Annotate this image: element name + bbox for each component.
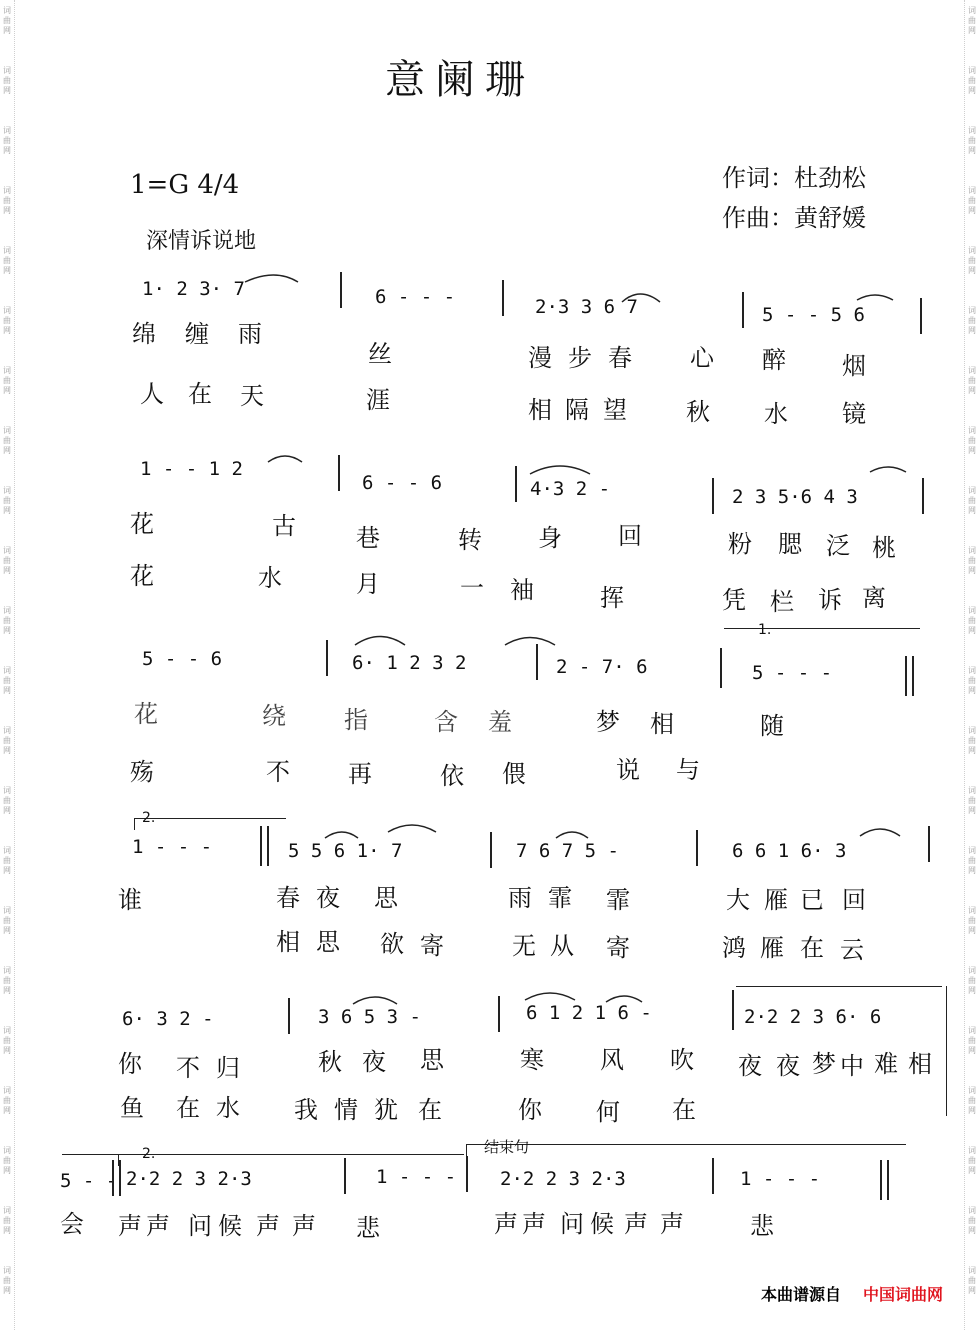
measure-13: 1 - - - [132,836,213,858]
lyric: 大 [726,886,750,914]
lyric: 心 [690,344,714,372]
barline [338,455,340,491]
lyric: 雁 [760,934,784,962]
lyric: 春 [276,884,300,912]
watermark-text: 词 曲 网 [968,486,976,515]
barline [920,298,922,334]
watermark-text: 词 曲 网 [968,906,976,935]
barline [344,1158,346,1194]
measure-18: 3 6 5 3 - [318,1006,421,1028]
lyric: 桃 [872,534,896,562]
measure-7: 4·3 2 - [530,478,611,500]
barline [732,990,734,1030]
lyric: 凭 [722,586,746,614]
lyric: 欲 [380,930,404,958]
measure-12: 5 - - - [752,662,833,684]
composer-credit: 作曲：黄舒媛 [722,204,866,232]
watermark-text: 词 曲 网 [3,486,11,515]
measure-20: 2·2 2 3 6· 6 [744,1006,882,1028]
lyric: 霏 [606,886,630,914]
watermark-text: 词 曲 网 [3,846,11,875]
lyric: 不 [176,1054,200,1082]
watermark-text: 词 曲 网 [968,1266,976,1295]
barline [720,648,722,688]
measure-19: 6 1 2 1 6 - [526,1002,652,1024]
lyric: 人 [140,380,164,408]
lyric: 转 [458,526,482,554]
ending-label: 结束句 [484,1138,530,1156]
lyric: 再 [348,760,372,788]
lyric: 我 [294,1096,318,1124]
lyric: 声 [256,1212,280,1240]
footer-site-link[interactable]: 中国词曲网 [862,1285,943,1304]
lyric: 烟 [842,352,866,380]
lyric: 悲 [356,1214,380,1242]
watermark-text: 词 曲 网 [3,726,11,755]
measure-24: 2·2 2 3 2·3 [500,1168,626,1190]
lyric: 声 [522,1210,546,1238]
lyric: 羞 [488,708,512,736]
source-footer [761,1282,943,1305]
measure-8: 2 3 5·6 4 3 [732,486,858,508]
lyric: 情 [334,1096,358,1124]
watermark-text: 词 曲 网 [968,246,976,275]
lyric: 风 [600,1046,624,1074]
watermark-text: 词 曲 网 [3,966,11,995]
watermark-text: 词 曲 网 [968,666,976,695]
watermark-text: 词 曲 网 [3,666,11,695]
watermark-text: 词 曲 网 [3,1026,11,1055]
lyric: 春 [608,344,632,372]
lyric: 思 [374,884,398,912]
lyric: 偎 [502,760,526,788]
watermark-text: 词 曲 网 [968,1086,976,1115]
measure-2: 6 - - - [375,286,456,308]
lyric: 水 [764,400,788,428]
lyric: 秋 [686,398,710,426]
lyric: 鱼 [120,1094,144,1122]
lyric: 与 [676,756,700,784]
lyric: 不 [266,758,290,786]
lyric: 吹 [670,1046,694,1074]
barline [712,1158,714,1194]
lyric: 在 [176,1094,200,1122]
lyric: 云 [840,936,864,964]
measure-5: 1 - - 1 2 [140,458,243,480]
lyric: 依 [440,762,464,790]
lyric: 离 [862,584,886,612]
lyric: 会 [60,1210,84,1238]
lyric: 何 [596,1098,620,1126]
measure-16: 6 6 1 6· 3 [732,840,847,862]
lyric: 声 [624,1210,648,1238]
lyric: 声 [292,1212,316,1240]
key-signature: 1=G 4/4 [130,170,240,200]
lyric: 在 [418,1096,442,1124]
lyric: 夜 [316,884,340,912]
volta-bracket-1 [724,628,920,629]
watermark-text: 词 曲 网 [3,246,11,275]
right-watermark-strip [964,0,979,1330]
lyric: 回 [618,522,642,550]
watermark-text: 词 曲 网 [968,846,976,875]
lyric: 缠 [185,320,209,348]
repeat-barline [905,656,914,696]
lyric: 在 [672,1096,696,1124]
lyric: 水 [216,1094,240,1122]
lyric: 声 [146,1212,170,1240]
lyric: 诉 [818,586,842,614]
lyric: 相 [528,396,552,424]
watermark-text: 词 曲 网 [3,606,11,635]
lyric: 问 [188,1212,212,1240]
watermark-text: 词 曲 网 [3,1086,11,1115]
lyric: 丝 [368,340,392,368]
watermark-text: 词 曲 网 [968,1206,976,1235]
lyric: 寒 [520,1046,544,1074]
lyric: 夜 [776,1052,800,1080]
volta-2-label: 2. [142,810,156,826]
lyric: 秋 [318,1048,342,1076]
lyric: 指 [344,706,368,734]
footer-source-text: 本曲谱源自 [760,1285,841,1304]
watermark-text: 词 曲 网 [3,306,11,335]
lyric: 花 [134,700,158,728]
barline [696,830,698,866]
volta-bracket-3-edge [946,986,947,1116]
lyric: 水 [258,564,282,592]
lyric: 巷 [356,524,380,552]
lyric: 从 [550,932,574,960]
lyric: 你 [118,1050,142,1078]
watermark-text: 词 曲 网 [968,186,976,215]
lyric: 身 [538,524,562,552]
watermark-text: 词 曲 网 [3,1266,11,1295]
volta-2b-label: 2. [142,1146,156,1162]
measure-15: 7 6 7 5 - [516,840,619,862]
repeat-start-barline [112,1160,121,1196]
barline [340,272,342,308]
lyric: 梦 [812,1050,836,1078]
lyric: 泛 [826,532,850,560]
barline [490,832,492,868]
lyric: 思 [316,928,340,956]
watermark-text: 词 曲 网 [3,906,11,935]
barline [466,1156,468,1192]
lyric: 涯 [366,386,390,414]
watermark-text: 词 曲 网 [968,606,976,635]
measure-6: 6 - - 6 [362,472,443,494]
barline [536,644,538,680]
lyric: 漫 [528,344,552,372]
watermark-text: 词 曲 网 [3,426,11,455]
lyric: 镜 [842,400,866,428]
barline [498,996,500,1032]
lyric: 雨 [508,884,532,912]
lyric: 天 [240,382,264,410]
lyric: 栏 [770,588,794,616]
watermark-text: 词 曲 网 [3,66,11,95]
volta-bracket-3 [736,986,942,987]
lyric: 声 [494,1210,518,1238]
lyric: 绵 [132,320,156,348]
barline [712,478,714,514]
lyric: 难 [874,1050,898,1078]
lyric: 归 [216,1054,240,1082]
lyric: 绕 [262,702,286,730]
watermark-text: 词 曲 网 [968,6,976,35]
lyric: 在 [800,934,824,962]
lyric: 相 [276,928,300,956]
barline [928,826,930,862]
lyric: 回 [842,886,866,914]
lyric: 思 [420,1046,444,1074]
watermark-text: 词 曲 网 [968,66,976,95]
volta-bracket-4 [62,1154,464,1155]
lyric: 殇 [130,758,154,786]
barline [922,478,924,514]
measure-21: 5 - - [60,1170,118,1192]
lyric: 声 [660,1210,684,1238]
measure-3: 2·3 3 6 7 [535,296,638,318]
lyric: 寄 [420,932,444,960]
lyric: 腮 [778,530,802,558]
measure-1: 1· 2 3· 7 [142,278,245,300]
lyric: 犹 [374,1096,398,1124]
watermark-text: 词 曲 网 [968,726,976,755]
lyric: 一 [460,574,484,602]
lyric: 寄 [606,934,630,962]
lyric: 夜 [738,1052,762,1080]
barline [742,292,744,328]
barline [515,466,517,502]
lyric: 问 [560,1210,584,1238]
watermark-text: 词 曲 网 [968,966,976,995]
lyric: 悲 [750,1212,774,1240]
watermark-text: 词 曲 网 [968,1146,976,1175]
lyric: 梦 [596,708,620,736]
lyric: 步 [568,344,592,372]
lyric: 雁 [764,886,788,914]
watermark-text: 词 曲 网 [3,1206,11,1235]
lyric: 在 [188,380,212,408]
watermark-text: 词 曲 网 [3,546,11,575]
lyric: 你 [518,1096,542,1124]
lyric: 无 [512,932,536,960]
measure-17: 6· 3 2 - [122,1008,214,1030]
watermark-text: 词 曲 网 [3,186,11,215]
measure-4: 5 - - 5 6 [762,304,865,326]
lyric: 随 [760,712,784,740]
measure-25: 1 - - - [740,1168,821,1190]
lyric: 候 [218,1212,242,1240]
repeat-start-barline [260,826,269,866]
lyric: 说 [616,756,640,784]
lyric: 相 [650,710,674,738]
watermark-text: 词 曲 网 [3,366,11,395]
lyric: 鸿 [722,934,746,962]
song-title: 意阑珊 [385,57,535,103]
measure-14: 5 5 6 1· 7 [288,840,403,862]
watermark-text: 词 曲 网 [3,6,11,35]
lyric: 候 [590,1210,614,1238]
barline [326,640,328,676]
measure-23: 1 - - - [376,1166,457,1188]
volta-bracket-2-edge [134,818,135,830]
lyric: 挥 [600,584,624,612]
lyricist-credit: 作词：杜劲松 [722,164,866,192]
barline [502,280,504,316]
watermark-text: 词 曲 网 [968,126,976,155]
ending-bracket [466,1144,906,1145]
measure-22: 2·2 2 3 2·3 [126,1168,252,1190]
final-barline [880,1160,889,1200]
left-watermark-strip [0,0,15,1330]
watermark-text: 词 曲 网 [968,426,976,455]
lyric: 相 [908,1050,932,1078]
lyric: 含 [434,708,458,736]
volta-1-label: 1. [758,622,772,638]
watermark-text: 词 曲 网 [3,786,11,815]
lyric: 花 [130,562,154,590]
watermark-text: 词 曲 网 [968,366,976,395]
lyric: 霏 [548,884,572,912]
watermark-text: 词 曲 网 [968,546,976,575]
lyric: 醉 [762,346,786,374]
lyric: 隔 [565,396,589,424]
lyric: 月 [356,570,380,598]
watermark-text: 词 曲 网 [968,1026,976,1055]
watermark-text: 词 曲 网 [3,1146,11,1175]
lyric: 袖 [510,576,534,604]
watermark-text: 词 曲 网 [3,126,11,155]
lyric: 粉 [728,530,752,558]
barline [288,998,290,1034]
volta-bracket-2 [134,818,286,819]
lyric: 中 [840,1052,864,1080]
lyric: 望 [603,396,627,424]
lyric: 谁 [118,886,142,914]
measure-10: 6· 1 2 3 2 [352,652,467,674]
lyric: 已 [800,886,824,914]
expression-mark: 深情诉说地 [146,229,257,254]
lyric: 声 [118,1212,142,1240]
lyric: 夜 [362,1048,386,1076]
watermark-text: 词 曲 网 [968,786,976,815]
lyric: 花 [130,510,154,538]
lyric: 古 [272,512,296,540]
watermark-text: 词 曲 网 [968,306,976,335]
measure-9: 5 - - 6 [142,648,223,670]
measure-11: 2 - 7· 6 [556,656,648,678]
lyric: 雨 [238,320,262,348]
